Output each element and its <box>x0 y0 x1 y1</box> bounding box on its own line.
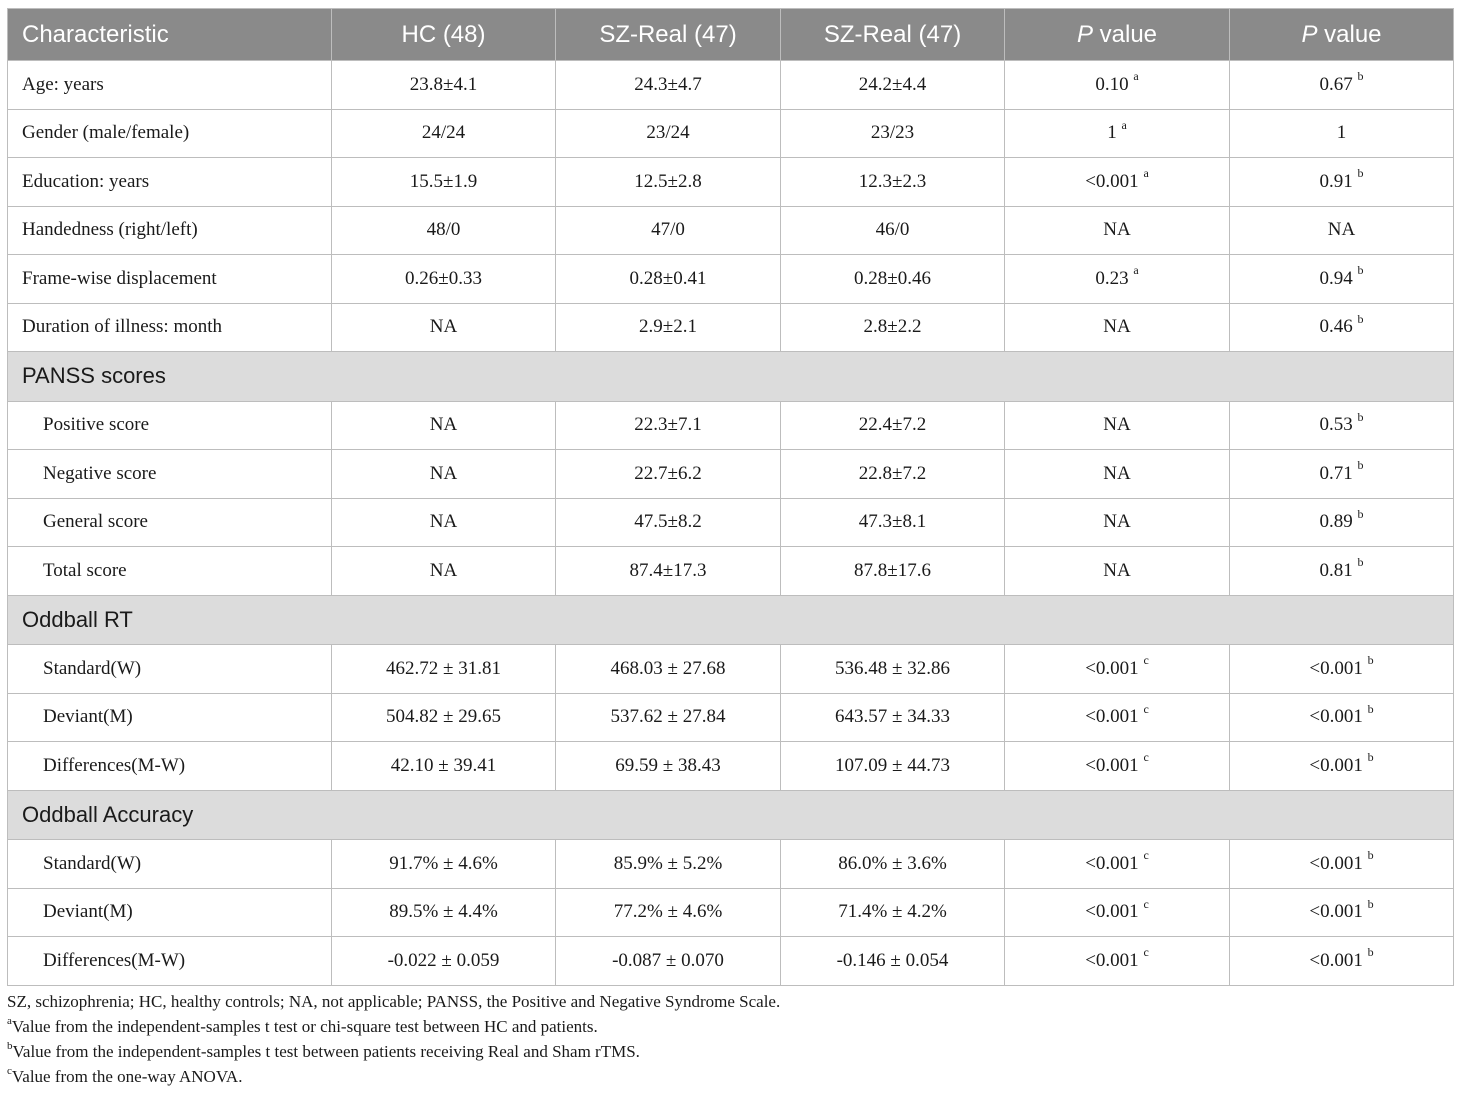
cell-hc: 15.5±1.9 <box>332 158 556 207</box>
footnote-mark: b <box>1357 458 1364 473</box>
footnote-mark: b <box>1367 653 1374 668</box>
cell-p-value-1: 0.10 $^a$ <box>1005 61 1230 110</box>
cell-p-value-2: <0.001 $^b$ <box>1230 645 1454 694</box>
cell-sz-real-2: -0.146 ± 0.054 <box>781 937 1005 986</box>
footnote-mark: b <box>1367 945 1374 960</box>
cell-sz-real-2: 71.4% ± 4.2% <box>781 888 1005 937</box>
cell-p-value-2: 0.89 $^b$ <box>1230 498 1454 547</box>
cell-hc: -0.022 ± 0.059 <box>332 937 556 986</box>
cell-p-value-1: NA <box>1005 401 1230 450</box>
cell-p-value-1: <0.001 $^a$ <box>1005 158 1230 207</box>
footnote-mark: c <box>1143 848 1149 863</box>
cell-sz-real-1: 23/24 <box>556 109 781 158</box>
header-hc: HC (48) <box>332 9 556 61</box>
table-row <box>8 158 1454 207</box>
row-label: Deviant(M) <box>8 888 332 937</box>
footnote-mark: b <box>1367 848 1374 863</box>
row-label: Differences(M-W) <box>8 742 332 791</box>
table-row <box>8 61 1454 110</box>
header-characteristic: Characteristic <box>8 9 332 61</box>
cell-p-value-1: <0.001 $^c$ <box>1005 840 1230 889</box>
table-row <box>8 547 1454 596</box>
cell-p-value-1: <0.001 $^c$ <box>1005 937 1230 986</box>
characteristics-table <box>7 8 1454 986</box>
cell-p-value-1: 1 $^a$ <box>1005 109 1230 158</box>
footnote-mark: b <box>1357 311 1364 326</box>
cell-hc: 89.5% ± 4.4% <box>332 888 556 937</box>
footnote-mark: b <box>1357 506 1364 521</box>
cell-sz-real-2: 12.3±2.3 <box>781 158 1005 207</box>
row-label: Education: years <box>8 158 332 207</box>
cell-sz-real-2: 47.3±8.1 <box>781 498 1005 547</box>
cell-hc: 42.10 ± 39.41 <box>332 742 556 791</box>
row-label: Gender (male/female) <box>8 109 332 158</box>
row-label: Handedness (right/left) <box>8 206 332 255</box>
cell-sz-real-2: 0.28±0.46 <box>781 255 1005 304</box>
cell-sz-real-1: 69.59 ± 38.43 <box>556 742 781 791</box>
section-title: Oddball Accuracy <box>8 790 1454 840</box>
footnote-mark: a <box>1143 166 1149 181</box>
section-title: PANSS scores <box>8 352 1454 402</box>
cell-hc: 462.72 ± 31.81 <box>332 645 556 694</box>
cell-hc: NA <box>332 547 556 596</box>
cell-p-value-2: 0.71 $^b$ <box>1230 450 1454 499</box>
cell-p-value-2: 0.91 $^b$ <box>1230 158 1454 207</box>
cell-hc: NA <box>332 450 556 499</box>
cell-sz-real-1: 22.3±7.1 <box>556 401 781 450</box>
cell-sz-real-2: 643.57 ± 34.33 <box>781 693 1005 742</box>
cell-sz-real-2: 22.4±7.2 <box>781 401 1005 450</box>
cell-sz-real-1: 12.5±2.8 <box>556 158 781 207</box>
cell-hc: NA <box>332 401 556 450</box>
cell-hc: NA <box>332 498 556 547</box>
cell-p-value-1: <0.001 $^c$ <box>1005 693 1230 742</box>
cell-sz-real-2: 22.8±7.2 <box>781 450 1005 499</box>
footnote-a: $^a$Value from the independent-samples t test or chi-square test between HC and patients. <box>7 1015 598 1036</box>
cell-p-value-2: 0.81 $^b$ <box>1230 547 1454 596</box>
section-header-row <box>8 595 1454 645</box>
cell-p-value-2: <0.001 $^b$ <box>1230 693 1454 742</box>
cell-p-value-2: <0.001 $^b$ <box>1230 888 1454 937</box>
footnote-mark: c <box>1143 750 1149 765</box>
cell-hc: 48/0 <box>332 206 556 255</box>
footnote-mark: a <box>1133 263 1139 278</box>
cell-p-value-1: NA <box>1005 450 1230 499</box>
header-row <box>8 9 1454 61</box>
table-row <box>8 693 1454 742</box>
cell-hc: 24/24 <box>332 109 556 158</box>
cell-p-value-2: <0.001 $^b$ <box>1230 937 1454 986</box>
table-row <box>8 109 1454 158</box>
cell-sz-real-1: -0.087 ± 0.070 <box>556 937 781 986</box>
cell-hc: 91.7% ± 4.6% <box>332 840 556 889</box>
cell-sz-real-2: 87.8±17.6 <box>781 547 1005 596</box>
cell-p-value-2: 0.46 $^b$ <box>1230 303 1454 352</box>
cell-p-value-1: <0.001 $^c$ <box>1005 742 1230 791</box>
cell-sz-real-1: 47.5±8.2 <box>556 498 781 547</box>
cell-sz-real-1: 2.9±2.1 <box>556 303 781 352</box>
table-row <box>8 206 1454 255</box>
row-label: Deviant(M) <box>8 693 332 742</box>
row-label: Positive score <box>8 401 332 450</box>
section-header-row <box>8 352 1454 402</box>
cell-p-value-1: NA <box>1005 303 1230 352</box>
row-label: Duration of illness: month <box>8 303 332 352</box>
cell-p-value-2: 1 <box>1230 109 1454 158</box>
table-row <box>8 401 1454 450</box>
table-row <box>8 255 1454 304</box>
section-title: Oddball RT <box>8 595 1454 645</box>
cell-p-value-1: <0.001 $^c$ <box>1005 645 1230 694</box>
footnote-mark: a <box>1121 117 1127 132</box>
section-header-row <box>8 790 1454 840</box>
cell-p-value-1: NA <box>1005 206 1230 255</box>
table-row <box>8 303 1454 352</box>
cell-p-value-2: 0.53 $^b$ <box>1230 401 1454 450</box>
footnote-mark: b <box>1367 701 1374 716</box>
cell-p-value-1: NA <box>1005 547 1230 596</box>
cell-p-value-2: NA <box>1230 206 1454 255</box>
header-sz-real-2: SZ-Real (47) <box>781 9 1005 61</box>
footnote-mark: b <box>1357 409 1364 424</box>
footnote-mark: b <box>1357 263 1364 278</box>
cell-sz-real-1: 87.4±17.3 <box>556 547 781 596</box>
cell-sz-real-1: 22.7±6.2 <box>556 450 781 499</box>
footnote-mark: b <box>1367 750 1374 765</box>
cell-hc: 0.26±0.33 <box>332 255 556 304</box>
cell-hc: 23.8±4.1 <box>332 61 556 110</box>
table-row <box>8 498 1454 547</box>
cell-p-value-2: <0.001 $^b$ <box>1230 840 1454 889</box>
cell-sz-real-1: 85.9% ± 5.2% <box>556 840 781 889</box>
cell-p-value-2: 0.94 $^b$ <box>1230 255 1454 304</box>
row-label: Total score <box>8 547 332 596</box>
table-footnotes <box>7 989 1453 1089</box>
cell-p-value-1: 0.23 $^a$ <box>1005 255 1230 304</box>
footnote-b: $^b$Value from the independent-samples t test between patients receiving Real and Sham rTMS. <box>7 1040 640 1061</box>
footnote-mark: b <box>1357 69 1364 84</box>
row-label: Negative score <box>8 450 332 499</box>
row-label: Age: years <box>8 61 332 110</box>
table-row <box>8 742 1454 791</box>
cell-hc: 504.82 ± 29.65 <box>332 693 556 742</box>
cell-sz-real-2: 107.09 ± 44.73 <box>781 742 1005 791</box>
row-label: Frame-wise displacement <box>8 255 332 304</box>
footnote-mark: b <box>1367 896 1374 911</box>
cell-hc: NA <box>332 303 556 352</box>
table-row <box>8 888 1454 937</box>
row-label: Standard(W) <box>8 645 332 694</box>
cell-sz-real-2: 86.0% ± 3.6% <box>781 840 1005 889</box>
cell-p-value-2: 0.67 $^b$ <box>1230 61 1454 110</box>
cell-sz-real-2: 536.48 ± 32.86 <box>781 645 1005 694</box>
cell-sz-real-2: 24.2±4.4 <box>781 61 1005 110</box>
table-row <box>8 450 1454 499</box>
footnote-mark: c <box>1143 945 1149 960</box>
footnote-mark: b <box>1357 555 1364 570</box>
cell-sz-real-2: 46/0 <box>781 206 1005 255</box>
table-row <box>8 645 1454 694</box>
row-label: Standard(W) <box>8 840 332 889</box>
footnote-mark: c <box>1143 653 1149 668</box>
footnote-mark: c <box>1143 896 1149 911</box>
cell-sz-real-2: 2.8±2.2 <box>781 303 1005 352</box>
footnote-mark: c <box>1143 701 1149 716</box>
cell-sz-real-1: 0.28±0.41 <box>556 255 781 304</box>
row-label: General score <box>8 498 332 547</box>
table-row <box>8 937 1454 986</box>
row-label: Differences(M-W) <box>8 937 332 986</box>
cell-p-value-1: NA <box>1005 498 1230 547</box>
cell-sz-real-1: 47/0 <box>556 206 781 255</box>
header-sz-real-1: SZ-Real (47) <box>556 9 781 61</box>
cell-p-value-1: <0.001 $^c$ <box>1005 888 1230 937</box>
footnote-mark: a <box>1133 69 1139 84</box>
header-p-value-2: P value <box>1230 9 1454 61</box>
header-p-value-1: P value <box>1005 9 1230 61</box>
footnote-mark: b <box>1357 166 1364 181</box>
cell-sz-real-1: 24.3±4.7 <box>556 61 781 110</box>
cell-sz-real-2: 23/23 <box>781 109 1005 158</box>
cell-sz-real-1: 537.62 ± 27.84 <box>556 693 781 742</box>
footnote-abbreviations: SZ, schizophrenia; HC, healthy controls; NA, not applicable; PANSS, the Positive and Negative Syndrome Scale. <box>7 992 781 1011</box>
cell-sz-real-1: 468.03 ± 27.68 <box>556 645 781 694</box>
cell-p-value-2: <0.001 $^b$ <box>1230 742 1454 791</box>
footnote-c: $^c$Value from the one-way ANOVA. <box>7 1065 243 1086</box>
cell-sz-real-1: 77.2% ± 4.6% <box>556 888 781 937</box>
table-row <box>8 840 1454 889</box>
